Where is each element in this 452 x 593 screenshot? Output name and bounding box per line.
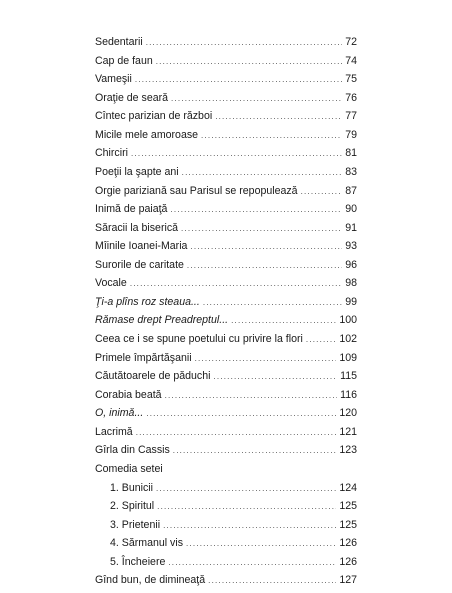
toc-entry-title: 2. Spiritul xyxy=(110,500,155,513)
dot-leader xyxy=(168,557,336,569)
dot-leader xyxy=(190,241,342,253)
toc-entry xyxy=(95,352,357,364)
toc-entry-page-number: 126 xyxy=(339,537,357,550)
toc-section-header xyxy=(95,463,357,475)
toc-entry-title: Comedia setei xyxy=(95,462,163,475)
toc-entry-title: Corabia beată xyxy=(95,388,162,401)
dot-leader xyxy=(181,223,342,235)
toc-entry-page-number: 77 xyxy=(345,110,357,123)
toc-entry-page-number: 98 xyxy=(345,277,357,290)
toc-entry-page-number: 121 xyxy=(339,425,357,438)
toc-entry xyxy=(95,203,357,215)
toc-entry xyxy=(95,296,357,308)
dot-leader xyxy=(306,334,336,346)
toc-entry xyxy=(95,314,357,326)
toc-entry-title: 4. Sărmanul vis xyxy=(110,537,184,550)
toc-entry-page-number: 81 xyxy=(345,147,357,160)
toc-entry-title: Cap de faun xyxy=(95,54,153,67)
toc-entry xyxy=(95,537,357,549)
toc-entry xyxy=(95,129,357,141)
toc-entry-page-number: 83 xyxy=(345,165,357,178)
toc-entry xyxy=(95,500,357,512)
toc-entry-page-number: 116 xyxy=(340,388,357,401)
toc-entry-title: Sedentarii xyxy=(95,36,143,48)
toc-entry-title: Vocale xyxy=(95,277,127,290)
toc-entry-title: Lacrimă xyxy=(95,425,133,438)
toc-entry xyxy=(95,36,357,48)
toc-entry xyxy=(95,240,357,252)
dot-leader xyxy=(173,445,337,457)
dot-leader xyxy=(157,501,336,513)
toc-entry-title: Chirciri xyxy=(95,147,128,160)
toc-entry xyxy=(95,110,357,122)
toc-entry-title: Inimă de paiaţă xyxy=(95,203,168,216)
toc-entry-page-number: 115 xyxy=(340,370,357,383)
dot-leader xyxy=(301,186,343,198)
toc-entry xyxy=(95,185,357,197)
toc-entry-title: Gînd bun, de dimineaţă xyxy=(95,574,206,587)
toc-entry xyxy=(95,92,357,104)
toc-entry-page-number: 120 xyxy=(339,407,357,420)
toc-entry xyxy=(95,482,357,494)
toc-entry-title: Ceea ce i se spune poetului cu privire la flori xyxy=(95,333,303,345)
toc-entry-page-number: 123 xyxy=(339,444,357,457)
toc-entry-page-number: 74 xyxy=(345,54,357,67)
toc-entry-title: 3. Prietenii xyxy=(110,518,161,531)
toc-entry xyxy=(95,519,357,531)
dot-leader xyxy=(195,353,337,365)
toc-entry-page-number: 99 xyxy=(345,295,357,308)
dot-leader xyxy=(171,93,342,105)
toc-entry-title: Poeţii la şapte ani xyxy=(95,165,179,178)
toc-entry xyxy=(95,370,357,382)
toc-entry-page-number: 127 xyxy=(339,574,357,587)
dot-leader xyxy=(130,278,342,290)
toc-entry-title: Surorile de caritate xyxy=(95,258,184,271)
toc-entry-title: Rămase drept Preadreptul... xyxy=(95,314,229,327)
dot-leader xyxy=(135,74,342,86)
toc-entry-title: 1. Bunicii xyxy=(110,481,153,494)
dot-leader xyxy=(156,483,336,495)
dot-leader xyxy=(187,260,342,272)
toc-entry-page-number: 93 xyxy=(345,240,357,253)
table-of-contents xyxy=(95,36,357,593)
dot-leader xyxy=(213,371,337,383)
toc-entry-page-number: 87 xyxy=(345,184,357,197)
toc-entry xyxy=(95,277,357,289)
dot-leader xyxy=(156,56,342,68)
dot-leader xyxy=(186,538,336,550)
dot-leader xyxy=(203,297,342,309)
toc-entry-title: O, inimă... xyxy=(95,407,144,420)
toc-entry-title: Gîrla din Cassis xyxy=(95,444,170,457)
toc-entry xyxy=(95,574,357,586)
toc-entry xyxy=(95,556,357,568)
toc-entry-page-number: 109 xyxy=(339,351,357,364)
dot-leader xyxy=(131,148,342,160)
toc-entry xyxy=(95,389,357,401)
toc-entry xyxy=(95,73,357,85)
dot-leader xyxy=(146,37,343,49)
dot-leader xyxy=(146,408,336,420)
dot-leader xyxy=(231,315,336,327)
toc-entry-title: Primele împărtăşanii xyxy=(95,351,192,364)
toc-entry-page-number: 96 xyxy=(345,258,357,271)
toc-entry-title: Cîntec parizian de război xyxy=(95,110,213,123)
toc-entry-title: Ţi-a plîns roz steaua... xyxy=(95,295,200,308)
toc-entry-page-number: 125 xyxy=(339,500,357,513)
toc-entry-page-number: 100 xyxy=(339,314,357,327)
toc-entry-page-number: 125 xyxy=(339,518,357,531)
dot-leader xyxy=(208,575,336,587)
toc-entry xyxy=(95,259,357,271)
toc-entry xyxy=(95,55,357,67)
toc-entry xyxy=(95,407,357,419)
dot-leader xyxy=(165,390,338,402)
toc-entry xyxy=(95,147,357,159)
dot-leader xyxy=(170,204,342,216)
toc-entry-page-number: 72 xyxy=(345,36,357,48)
dot-leader xyxy=(215,111,342,123)
toc-entry-page-number: 75 xyxy=(345,73,357,86)
toc-entry-title: Micile mele amoroase xyxy=(95,128,199,141)
toc-entry-title: Orgie pariziană sau Parisul se repopulează xyxy=(95,184,298,197)
toc-entry xyxy=(95,426,357,438)
toc-entry-title: Săracii la biserică xyxy=(95,221,179,234)
toc-entry-title: Mîinile Ioanei-Maria xyxy=(95,240,188,253)
toc-entry-page-number: 76 xyxy=(345,91,357,104)
toc-entry-page-number: 102 xyxy=(339,333,357,345)
toc-entry-title: Vameşii xyxy=(95,73,132,86)
dot-leader xyxy=(201,130,342,142)
toc-entry-title: Oraţie de seară xyxy=(95,91,169,104)
toc-entry-page-number: 79 xyxy=(345,128,357,141)
dot-leader xyxy=(163,520,336,532)
toc-entry-page-number: 124 xyxy=(339,481,357,494)
toc-entry-title: 5. Încheiere xyxy=(110,555,166,568)
toc-entry-page-number: 90 xyxy=(345,203,357,216)
toc-entry-page-number: 91 xyxy=(345,221,357,234)
toc-entry xyxy=(95,222,357,234)
dot-leader xyxy=(136,427,337,439)
toc-entry xyxy=(95,166,357,178)
toc-entry xyxy=(95,444,357,456)
toc-entry xyxy=(95,333,357,345)
toc-entry-page-number: 126 xyxy=(339,555,357,568)
toc-entry-title: Căutătoarele de păduchi xyxy=(95,370,211,383)
dot-leader xyxy=(182,167,343,179)
